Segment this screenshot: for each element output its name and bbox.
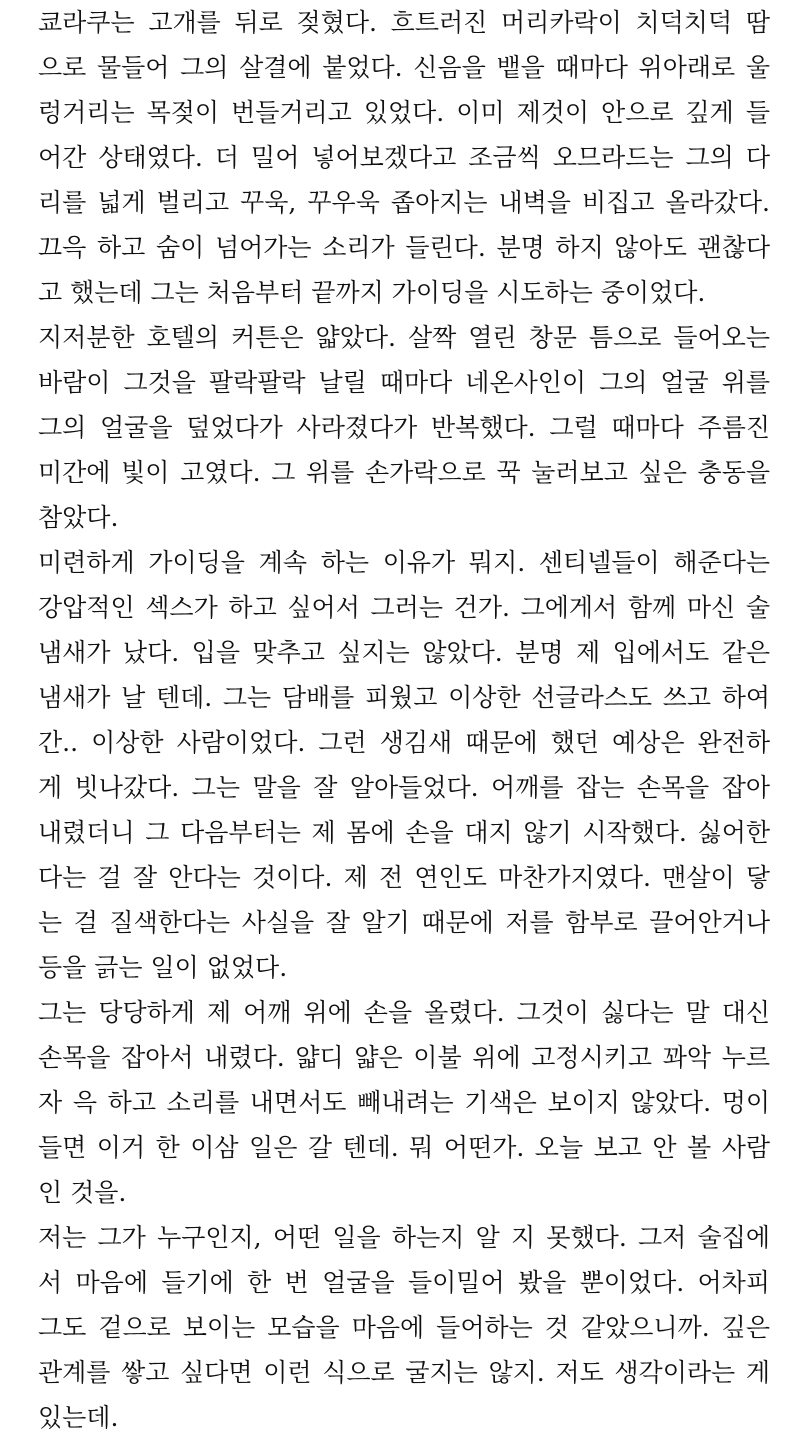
text-line: 들면 이거 한 이삼 일은 갈 텐데. 뭐 어떤가. 오늘 보고 안 볼 사람	[38, 1133, 770, 1162]
text-line: 그의 얼굴을 덮었다가 사라졌다가 반복했다. 그럴 때마다 주름진	[38, 413, 770, 442]
text-line: 렁거리는 목젖이 번들거리고 있었다. 이미 제것이 안으로 깊게 들	[38, 98, 770, 127]
text-line: 어간 상태였다. 더 밀어 넣어보겠다고 조금씩 오므라드는 그의 다	[38, 143, 770, 172]
text-line: 고 했는데 그는 처음부터 끝까지 가이딩을 시도하는 중이었다.	[38, 278, 706, 307]
text-line: 리를 넓게 벌리고 꾸욱, 꾸우욱 좁아지는 내벽을 비집고 올라갔다.	[38, 188, 770, 217]
text-line: 인 것을.	[38, 1178, 127, 1207]
text-line: 손목을 잡아서 내렸다. 얇디 얇은 이불 위에 고정시키고 꽈악 누르	[38, 1043, 770, 1072]
text-line: 게 빗나갔다. 그는 말을 잘 알아들었다. 어깨를 잡는 손목을 잡아	[38, 773, 770, 802]
text-line: 미련하게 가이딩을 계속 하는 이유가 뭐지. 센티넬들이 해준다는	[38, 548, 770, 577]
text-line: 서 마음에 들기에 한 번 얼굴을 들이밀어 봤을 뿐이었다. 어차피	[38, 1268, 770, 1297]
text-line: 저는 그가 누구인지, 어떤 일을 하는지 알 지 못했다. 그저 술집에	[38, 1223, 770, 1252]
text-line: 으로 물들어 그의 살결에 붙었다. 신음을 뱉을 때마다 위아래로 울	[38, 53, 770, 82]
text-line: 참았다.	[38, 503, 119, 532]
text-line: 관계를 쌓고 싶다면 이런 식으로 굴지는 않지. 저도 생각이라는 게	[38, 1358, 770, 1387]
text-line: 강압적인 섹스가 하고 싶어서 그러는 건가. 그에게서 함께 마신 술	[38, 593, 770, 622]
text-line: 지저분한 호텔의 커튼은 얇았다. 살짝 열린 창문 틈으로 들어오는	[38, 323, 770, 352]
text-line: 자 윽 하고 소리를 내면서도 빼내려는 기색은 보이지 않았다. 멍이	[38, 1088, 770, 1117]
text-line: 내렸더니 그 다음부터는 제 몸에 손을 대지 않기 시작했다. 싫어한	[38, 818, 770, 847]
text-line: 는 걸 질색한다는 사실을 잘 알기 때문에 저를 함부로 끌어안거나	[38, 908, 770, 937]
text-line: 그는 당당하게 제 어깨 위에 손을 올렸다. 그것이 싫다는 말 대신	[38, 998, 770, 1027]
text-line: 간.. 이상한 사람이었다. 그런 생김새 때문에 했던 예상은 완전하	[38, 728, 770, 757]
text-line: 냄새가 날 텐데. 그는 담배를 피웠고 이상한 선글라스도 쓰고 하여	[38, 683, 770, 712]
text-line: 미간에 빛이 고였다. 그 위를 손가락으로 꾹 눌러보고 싶은 충동을	[38, 458, 770, 487]
text-line: 있는데.	[38, 1403, 119, 1432]
text-line: 다는 걸 잘 안다는 것이다. 제 전 연인도 마찬가지였다. 맨살이 닿	[38, 863, 770, 892]
text-line: 냄새가 났다. 입을 맞추고 싶지는 않았다. 분명 제 입에서도 같은	[38, 638, 770, 667]
text-line: 쿄라쿠는 고개를 뒤로 젖혔다. 흐트러진 머리카락이 치덕치덕 땀	[38, 8, 770, 37]
text-line: 바람이 그것을 팔락팔락 날릴 때마다 네온사인이 그의 얼굴 위를	[38, 368, 770, 397]
text-line: 끄윽 하고 숨이 넘어가는 소리가 들린다. 분명 하지 않아도 괜찮다	[38, 233, 770, 262]
text-line: 그도 겉으로 보이는 모습을 마음에 들어하는 것 같았으니까. 깊은	[38, 1313, 770, 1342]
text-line: 등을 긁는 일이 없었다.	[38, 953, 288, 982]
